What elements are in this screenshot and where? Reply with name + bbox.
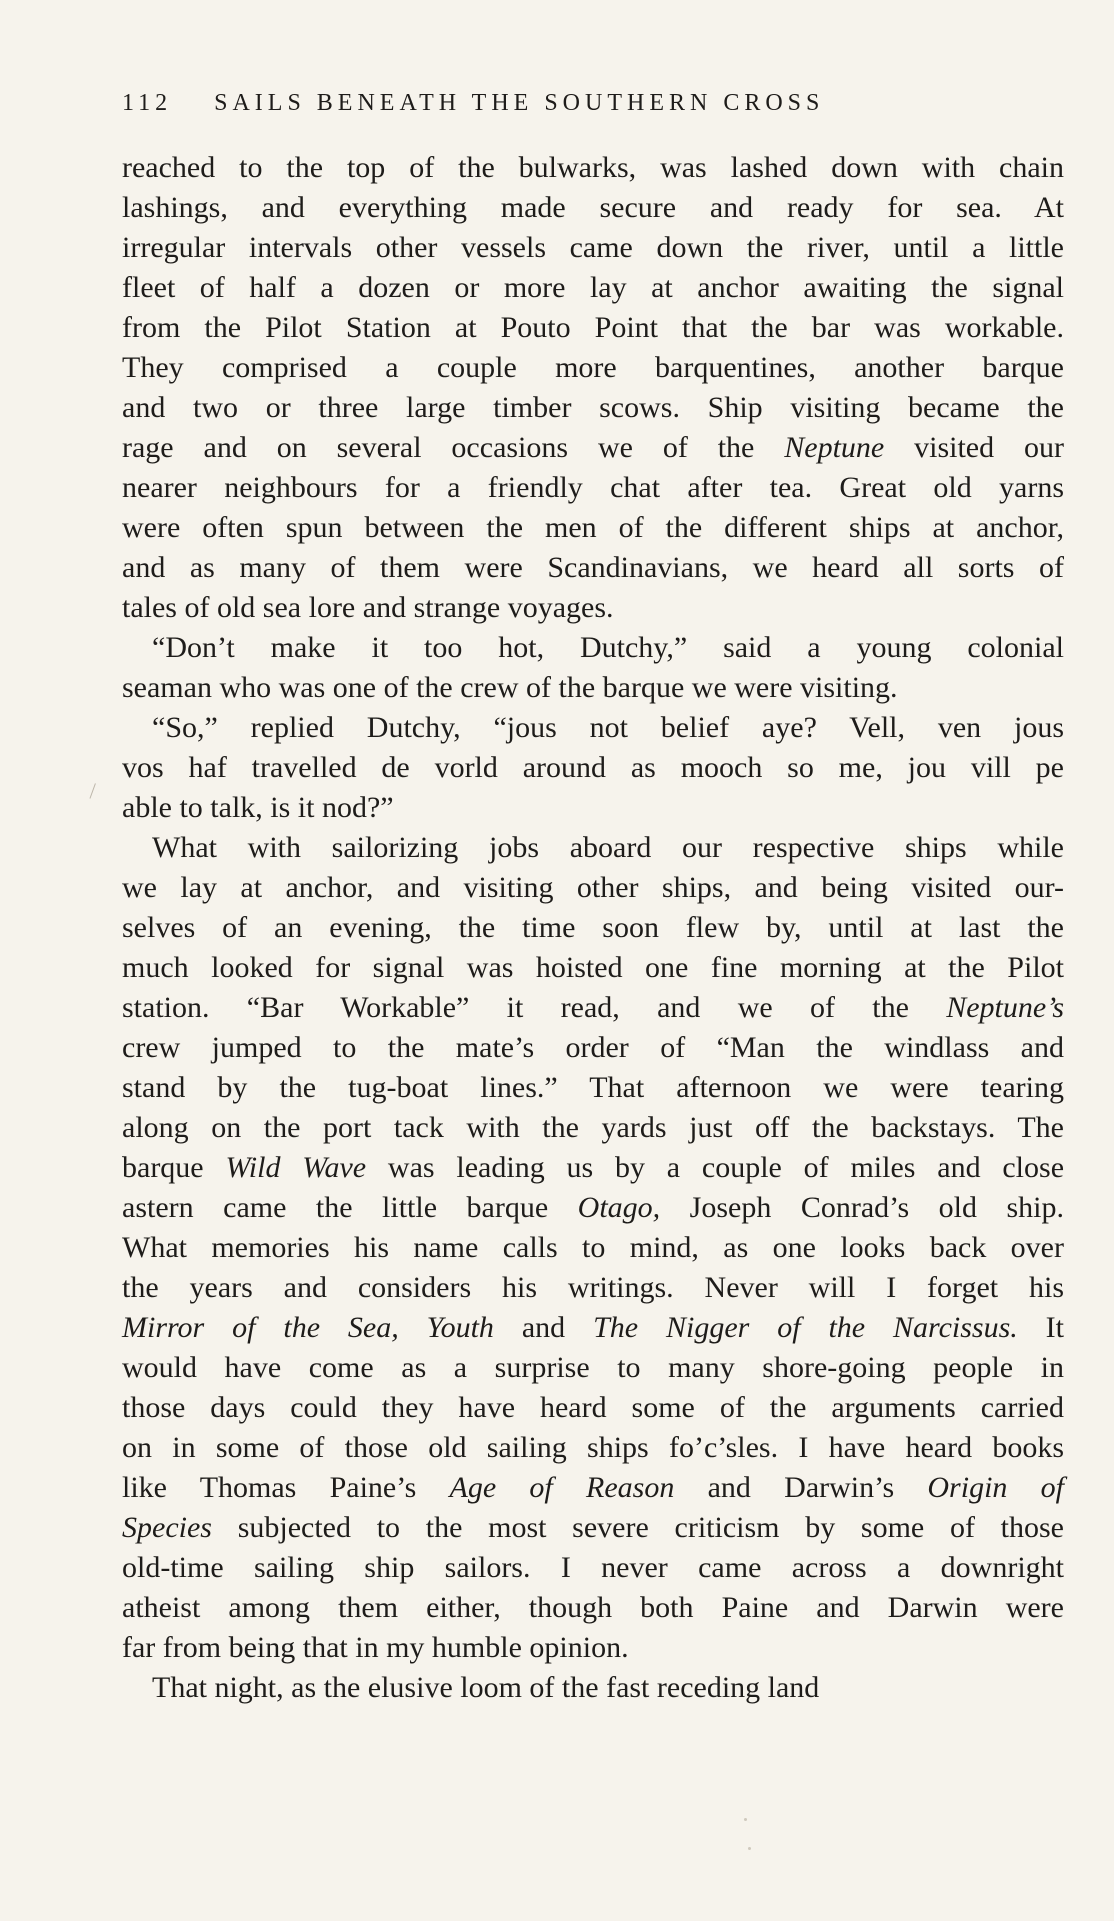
text-line (122, 948, 1064, 988)
text-run: reached to the top of the bulwarks, was lashed down with chain (122, 151, 1064, 184)
text-line (122, 148, 1064, 188)
paper-speck (744, 1818, 747, 1821)
text-line (122, 1228, 1064, 1268)
text-run: and Darwin’s (674, 1471, 928, 1504)
page-number: 112 (122, 90, 173, 116)
text-run: like Thomas Paine’s (122, 1471, 450, 1504)
text-line (122, 388, 1064, 428)
running-title: SAILS BENEATH THE SOUTHERN CROSS (214, 90, 825, 116)
text-line (122, 1028, 1064, 1068)
text-run: able to talk, is it nod?” (122, 791, 394, 824)
text-line (122, 828, 1064, 868)
text-line (122, 1188, 1064, 1228)
text-run: subjected to the most severe criticism by some of those (211, 1511, 1064, 1544)
text-run: old-time sailing ship sailors. I never came across a downright (122, 1551, 1064, 1584)
text-run: stand by the tug-boat lines.” That afternoon we were tearing (122, 1071, 1064, 1104)
text-line (122, 868, 1064, 908)
text-run: station. “Bar Workable” it read, and we of the (122, 991, 947, 1024)
text-line (122, 548, 1064, 588)
text-line (122, 628, 1064, 668)
body-text (122, 148, 1064, 1708)
text-line (122, 1508, 1064, 1548)
text-line (122, 348, 1064, 388)
italic-text: Age of Reason (449, 1471, 675, 1504)
italic-text: Neptune’s (946, 991, 1064, 1024)
text-line (122, 748, 1064, 788)
text-run: fleet of half a dozen or more lay at anchor awaiting the signal (122, 271, 1064, 304)
text-line (122, 1668, 1064, 1708)
text-run: was leading us by a couple of miles and close (366, 1151, 1065, 1184)
text-line (122, 988, 1064, 1028)
text-run: the years and considers his writings. Never will I forget his (122, 1271, 1064, 1304)
text-line (122, 1068, 1064, 1108)
italic-text: Wild Wave (225, 1151, 367, 1184)
text-run: It (1017, 1311, 1064, 1344)
text-run: we lay at anchor, and visiting other ships, and being visited our- (122, 871, 1064, 904)
text-line (122, 1108, 1064, 1148)
text-line (122, 188, 1064, 228)
text-line (122, 1628, 1064, 1668)
text-run: would have come as a surprise to many shore-going people in (122, 1351, 1064, 1384)
text-line (122, 708, 1064, 748)
text-run: tales of old sea lore and strange voyages. (122, 591, 614, 624)
text-run: They comprised a couple more barquentines, another barque (122, 351, 1064, 384)
text-run: atheist among them either, though both Paine and Darwin were (122, 1591, 1064, 1624)
text-run: vos haf travelled de vorld around as mooch so me, jou vill pe (122, 751, 1064, 784)
text-run: What memories his name calls to mind, as one looks back over (122, 1231, 1064, 1264)
text-run: and as many of them were Scandinavians, we heard all sorts of (122, 551, 1064, 584)
italic-text: The Nigger of the Narcissus. (593, 1311, 1018, 1344)
text-run: selves of an evening, the time soon flew by, until at last the (122, 911, 1064, 944)
text-run: “Don’t make it too hot, Dutchy,” said a young colonial (152, 631, 1064, 664)
text-line (122, 1388, 1064, 1428)
text-line (122, 1588, 1064, 1628)
text-line (122, 468, 1064, 508)
text-line (122, 1148, 1064, 1188)
text-line (122, 1348, 1064, 1388)
text-run: That night, as the elusive loom of the fast receding land (152, 1671, 820, 1704)
text-run: astern came the little barque (122, 1191, 578, 1224)
text-line (122, 668, 1064, 708)
text-run: barque (122, 1151, 226, 1184)
text-run: lashings, and everything made secure and ready for sea. At (122, 191, 1064, 224)
italic-text: Neptune (784, 431, 885, 464)
text-run: crew jumped to the mate’s order of “Man the windlass and (122, 1031, 1064, 1064)
text-line (122, 588, 1064, 628)
text-line (122, 228, 1064, 268)
text-run: rage and on several occasions we of the (122, 431, 785, 464)
text-run: were often spun between the men of the different ships at anchor, (122, 511, 1064, 544)
text-run: nearer neighbours for a friendly chat after tea. Great old yarns (122, 471, 1064, 504)
text-line (122, 908, 1064, 948)
text-run: along on the port tack with the yards just off the backstays. The (122, 1111, 1064, 1144)
text-run: What with sailorizing jobs aboard our respective ships while (152, 831, 1064, 864)
italic-text: Otago, (577, 1191, 661, 1224)
text-run: from the Pilot Station at Pouto Point that the bar was workable. (122, 311, 1064, 344)
text-line (122, 1468, 1064, 1508)
text-run: “So,” replied Dutchy, “jous not belief aye? Vell, ven jous (152, 711, 1064, 744)
italic-text: Origin of (927, 1471, 1064, 1504)
text-line (122, 268, 1064, 308)
text-run: much looked for signal was hoisted one fine morning at the Pilot (122, 951, 1064, 984)
text-line (122, 308, 1064, 348)
text-run: seaman who was one of the crew of the barque we were visiting. (122, 671, 898, 704)
text-line (122, 508, 1064, 548)
text-run: and two or three large timber scows. Ship visiting became the (122, 391, 1064, 424)
text-run: on in some of those old sailing ships fo’c’sles. I have heard books (122, 1431, 1064, 1464)
text-run: and (493, 1311, 594, 1344)
text-line (122, 788, 1064, 828)
text-run: Joseph Conrad’s old ship. (660, 1191, 1064, 1224)
paper-speck (748, 1847, 751, 1850)
text-run: visited our (884, 431, 1064, 464)
text-line (122, 428, 1064, 468)
text-run: those days could they have heard some of the arguments carried (122, 1391, 1064, 1424)
text-line (122, 1308, 1064, 1348)
text-run: irregular intervals other vessels came down the river, until a little (122, 231, 1064, 264)
text-line (122, 1428, 1064, 1468)
italic-text: Species (122, 1511, 212, 1544)
text-run: far from being that in my humble opinion. (122, 1631, 629, 1664)
running-head (122, 90, 1022, 120)
margin-mark (89, 783, 101, 800)
text-line (122, 1548, 1064, 1588)
italic-text: Mirror of the Sea, Youth (122, 1311, 494, 1344)
text-line (122, 1268, 1064, 1308)
